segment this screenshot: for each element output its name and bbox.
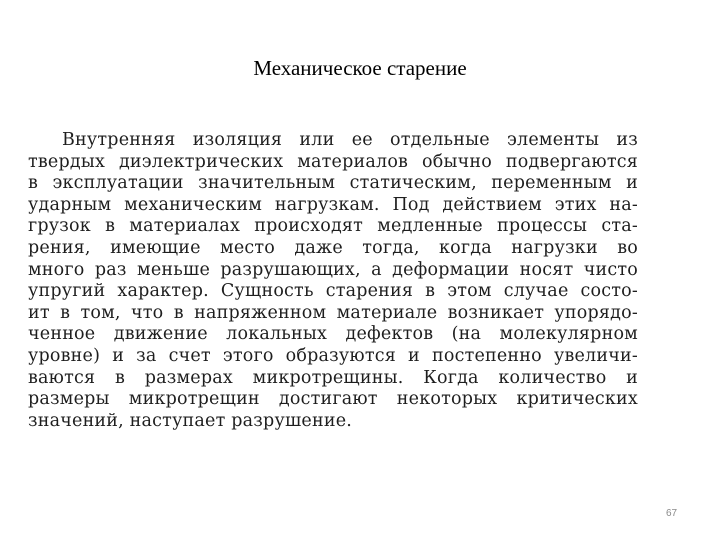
text-line: много раз меньше разрушающих, а деформации носят чисто [28, 259, 638, 280]
text-line: значений, наступает разрушение. [28, 410, 353, 431]
text-line: рения, имеющие место даже тогда, когда нагрузки во [28, 237, 638, 258]
text-line: упругий характер. Сущность старения в этом случае состо- [28, 281, 638, 302]
slide-title: Механическое старение [253, 56, 467, 80]
text-line: в эксплуатации значительным статическим, переменным и [28, 173, 638, 194]
text-line: твердых диэлектрических материалов обычно подвергаются [28, 151, 638, 172]
scanned-text-block [28, 130, 638, 432]
text-line: ударным механическим нагрузкам. Под действием этих на- [28, 194, 638, 215]
text-line: Внутренняя изоляция или ее отдельные элементы из [62, 130, 638, 150]
text-line: ит в том, что в напряженном материале возникает упорядо- [28, 302, 638, 323]
text-line: грузок в материалах происходят медленные процессы ста- [28, 216, 638, 237]
text-line: ченное движение локальных дефектов (на молекулярном [28, 324, 638, 345]
text-line: уровне) и за счет этого образуются и постепенно увеличи- [28, 345, 638, 366]
page-number: 67 [666, 508, 678, 519]
text-line: ваются в размерах микротрещины. Когда количество и [28, 367, 638, 388]
text-line: размеры микротрещин достигают некоторых критических [28, 389, 638, 410]
